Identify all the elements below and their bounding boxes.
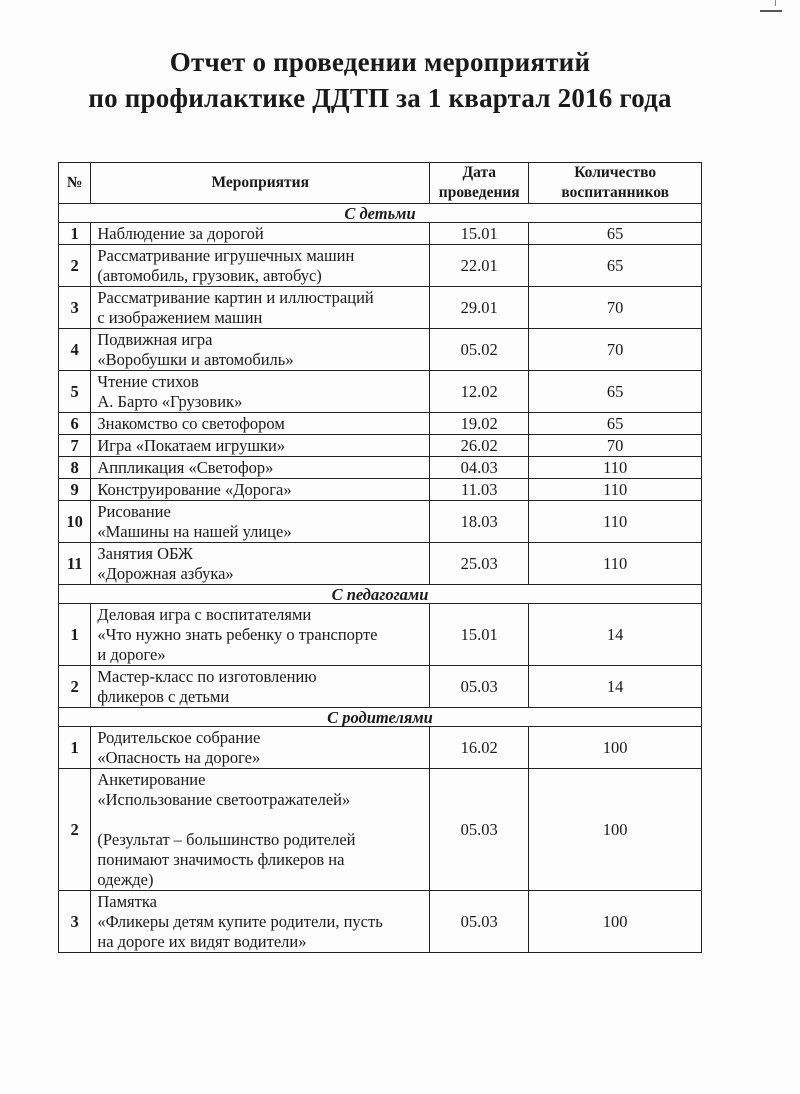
event-text-line: «Опасность на дороге» <box>97 747 261 767</box>
row-number: 3 <box>59 287 91 329</box>
event-text-line: Наблюдение за дорогой <box>97 223 264 243</box>
event-text-line: Подвижная игра <box>97 329 213 349</box>
event-date: 26.02 <box>430 435 529 457</box>
table-row <box>59 413 702 435</box>
table-row <box>59 501 702 543</box>
event-text-line: Анкетирование <box>97 769 206 789</box>
event-text-line: «Использование светоотражателей» <box>97 789 351 809</box>
event-date: 05.03 <box>430 891 529 953</box>
event-date: 05.03 <box>430 769 529 891</box>
participant-count: 110 <box>529 479 702 501</box>
event-text-line: и дороге» <box>97 644 166 664</box>
table-row <box>59 435 702 457</box>
table-row <box>59 245 702 287</box>
event-date: 15.01 <box>430 604 529 666</box>
event-text-line: Игра «Покатаем игрушки» <box>97 435 286 455</box>
event-date: 05.02 <box>430 329 529 371</box>
participant-count: 70 <box>529 287 702 329</box>
event-text-line: «Дорожная азбука» <box>97 563 234 583</box>
participant-count: 70 <box>529 435 702 457</box>
participant-count: 65 <box>529 371 702 413</box>
scan-mark <box>760 10 782 12</box>
event-text-line: Рассматривание картин и иллюстраций <box>97 287 374 307</box>
participant-count: 100 <box>529 891 702 953</box>
participant-count: 110 <box>529 501 702 543</box>
row-number: 7 <box>59 435 91 457</box>
participant-count: 65 <box>529 413 702 435</box>
row-number: 9 <box>59 479 91 501</box>
header-event: Мероприятия <box>91 163 430 204</box>
table-row <box>59 479 702 501</box>
event-text-line: с изображением машин <box>97 307 263 327</box>
title-line-2: по профилактике ДДТП за 1 квартал 2016 года <box>88 83 672 113</box>
event-text-line: Рисование <box>97 501 171 521</box>
table-row <box>59 287 702 329</box>
table-row <box>59 223 702 245</box>
section-title: С родителями <box>59 708 702 727</box>
participant-count: 65 <box>529 223 702 245</box>
participant-count: 110 <box>529 457 702 479</box>
event-date: 16.02 <box>430 727 529 769</box>
participant-count: 100 <box>529 769 702 891</box>
event-text-line: «Что нужно знать ребенку о транспорте <box>97 624 378 644</box>
participant-count: 14 <box>529 604 702 666</box>
event-date: 04.03 <box>430 457 529 479</box>
row-number: 2 <box>59 666 91 708</box>
row-number: 3 <box>59 891 91 953</box>
event-text-line: Мастер-класс по изготовлению <box>97 666 317 686</box>
header-count: Количество воспитанников <box>529 163 702 204</box>
table-body <box>59 204 702 953</box>
row-number: 5 <box>59 371 91 413</box>
event-text-line: Конструирование «Дорога» <box>97 479 292 499</box>
event-text-line: (автомобиль, грузовик, автобус) <box>97 265 322 285</box>
event-text-line: Родительское собрание <box>97 727 261 747</box>
event-cell <box>91 413 430 435</box>
row-number: 11 <box>59 543 91 585</box>
participant-count: 110 <box>529 543 702 585</box>
event-date: 12.02 <box>430 371 529 413</box>
event-text-line: Рассматривание игрушечных машин <box>97 245 355 265</box>
event-gap <box>97 810 423 830</box>
participant-count: 100 <box>529 727 702 769</box>
event-text-line: на дороге их видят водители» <box>97 931 307 951</box>
events-table <box>58 162 702 953</box>
section-row <box>59 585 702 604</box>
header-date: Дата проведения <box>430 163 529 204</box>
title-line-1: Отчет о проведении мероприятий <box>169 47 591 77</box>
row-number: 4 <box>59 329 91 371</box>
event-cell <box>91 666 430 708</box>
event-cell <box>91 223 430 245</box>
event-cell <box>91 604 430 666</box>
section-row <box>59 204 702 223</box>
event-date: 05.03 <box>430 666 529 708</box>
row-number: 2 <box>59 245 91 287</box>
event-text-line: А. Барто «Грузовик» <box>97 391 243 411</box>
participant-count: 65 <box>529 245 702 287</box>
event-text-line: одежде) <box>97 869 154 889</box>
row-number: 1 <box>59 604 91 666</box>
row-number: 10 <box>59 501 91 543</box>
table-header-row <box>59 163 702 204</box>
event-cell <box>91 287 430 329</box>
row-number: 1 <box>59 223 91 245</box>
event-text-line: Деловая игра с воспитателями <box>97 604 312 624</box>
event-date: 15.01 <box>430 223 529 245</box>
event-date: 18.03 <box>430 501 529 543</box>
document-title <box>0 44 760 116</box>
table-row <box>59 371 702 413</box>
event-date: 11.03 <box>430 479 529 501</box>
row-number: 8 <box>59 457 91 479</box>
scan-mark <box>775 0 776 6</box>
table-row <box>59 727 702 769</box>
event-text-line: «Воробушки и автомобиль» <box>97 349 294 369</box>
table-row <box>59 666 702 708</box>
table-row <box>59 543 702 585</box>
event-cell <box>91 245 430 287</box>
event-text-line: Занятия ОБЖ <box>97 543 193 563</box>
event-text-line: фликеров с детьми <box>97 686 230 706</box>
event-text-line: Памятка <box>97 891 157 911</box>
section-row <box>59 708 702 727</box>
participant-count: 14 <box>529 666 702 708</box>
event-date: 29.01 <box>430 287 529 329</box>
table-row <box>59 457 702 479</box>
event-text-line: «Фликеры детям купите родители, пусть <box>97 911 383 931</box>
event-date: 22.01 <box>430 245 529 287</box>
event-date: 25.03 <box>430 543 529 585</box>
event-cell <box>91 435 430 457</box>
table-row <box>59 329 702 371</box>
event-cell <box>91 501 430 543</box>
table-row <box>59 769 702 891</box>
event-text-line: понимают значимость фликеров на <box>97 849 345 869</box>
table-row <box>59 891 702 953</box>
table-row <box>59 604 702 666</box>
event-cell <box>91 479 430 501</box>
row-number: 2 <box>59 769 91 891</box>
row-number: 6 <box>59 413 91 435</box>
event-cell <box>91 891 430 953</box>
event-text-line: Чтение стихов <box>97 371 199 391</box>
event-text-line: (Результат – большинство родителей <box>97 829 356 849</box>
section-title: С педагогами <box>59 585 702 604</box>
event-cell <box>91 457 430 479</box>
event-text-line: Знакомство со светофором <box>97 413 285 433</box>
section-title: С детьми <box>59 204 702 223</box>
row-number: 1 <box>59 727 91 769</box>
event-cell <box>91 543 430 585</box>
participant-count: 70 <box>529 329 702 371</box>
event-cell <box>91 329 430 371</box>
event-cell <box>91 769 430 891</box>
event-cell <box>91 727 430 769</box>
header-number: № <box>59 163 91 204</box>
event-date: 19.02 <box>430 413 529 435</box>
event-text-line: Аппликация «Светофор» <box>97 457 274 477</box>
event-cell <box>91 371 430 413</box>
event-text-line: «Машины на нашей улице» <box>97 521 292 541</box>
